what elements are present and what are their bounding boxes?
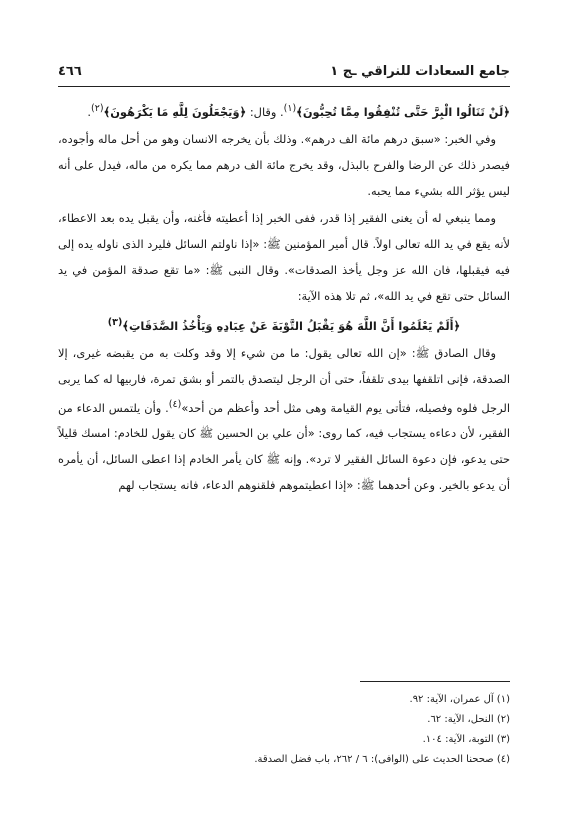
page-number: ٤٦٦	[58, 64, 82, 79]
footnote-divider	[360, 681, 510, 682]
footnotes	[58, 690, 510, 770]
footnote: (٢) النحل، الآية: ٦٢.	[427, 714, 510, 725]
footnote-ref: (٤)	[168, 398, 182, 410]
paragraph-sadiq	[58, 340, 510, 499]
paragraph-hadith: وفي الخبر: «سبق درهم مائة الف درهم». وذلك بأن يخرجه الانسان وهو من أحل ماله وأجوده، فيصدر ذلك عن الرضا والفرح بالبذل، وقد يخرج مائة الف درهم مما يكره من ماله، فيدل على أنه ليس يؤثر الله بشيء مما يحبه.	[58, 131, 510, 198]
paragraph-text: وقال الصادق ﷺ: «إن الله تعالى يقول: ما من شيء إلا وقد وكلت به من يقبضه غيرى، إلا الصدقة، فإنى اتلقفها بيدى تلقفاً، حتى أن الرجل ليتصدق بالتمر أو بشق تمرة، فاربيها له كما يربى الرجل فلوه وفصيله، فتأتى يوم القيامة وهى مثل أحد وأعظم من أحد»	[58, 345, 510, 415]
running-header	[58, 64, 510, 86]
footnote-ref: (١)	[283, 103, 297, 114]
main-text	[58, 96, 510, 499]
quran-quote: ﴿لَنْ تَنَالُوا الْبِرَّ حَتَّى تُنْفِقُوا مِمَّا تُحِبُّونَ﴾	[296, 104, 510, 119]
paragraph-text: . وقال:	[246, 104, 284, 119]
paragraph-text: . وأن يلتمس الدعاء من الفقير، لأن دعاءه يستجاب فيه، كما روى: «أن علي بن الحسين ﷺ كان يقول للخادم: امسك قليلاً حتى يدعو، فإن دعوة السائل الفقير لا ترد». وإنه ﷺ كان يأمر الخادم إذا اعطى السائل، أن يأمره أن يدعو بالخير. وعن أحدهما ﷺ: «إذا اعطيتموهم فلقنوهم الدعاء، فانه يستجاب لهم	[58, 400, 510, 493]
header-divider	[58, 86, 510, 87]
paragraph-charity: ومما ينبغي له أن يغنى الفقير إذا قدر، ففى الخبر إذا أعطيته فأغنه، وأن يقبل يده بعد الاعطاء، لأنه يقع في يد الله تعالى اولاً. قال أمير المؤمنين ﷺ: «إذا ناولتم السائل فليرد الذى ناوله يده إلى فيه فيقبلها، فان الله عز وجل يأخذ الصدقات». وقال النبى ﷺ: «ما تقع صدقة المؤمن في يد السائل حتى تقع في يد الله»، ثم تلا هذه الآية:	[58, 210, 510, 303]
quran-quote: ﴿وَيَجْعَلُونَ لِلَّهِ مَا يَكْرَهُونَ﴾	[103, 104, 247, 119]
footnote: (٣) التوبة، الآية: ١٠٤.	[422, 734, 510, 745]
footnote-ref: (٢)	[90, 103, 104, 114]
paragraph-text: .	[87, 104, 91, 119]
paragraph-quran-quotes	[58, 96, 510, 125]
verse-text: ﴿أَلَمْ يَعْلَمُوا أَنَّ اللَّهَ هُوَ يَقْبَلُ التَّوْبَةَ عَنْ عِبَادِهِ وَيَأْخُذُ الصَّدَقَاتِ﴾	[122, 318, 461, 333]
footnote-ref: (٣)	[107, 316, 123, 328]
footnote: (٤) صححنا الحديث على (الوافى): ٦ / ٢٦٢، باب فضل الصدقة.	[254, 754, 510, 765]
footnote: (١) آل عمران، الآية: ٩٢.	[409, 694, 510, 705]
book-title: جامع السعادات للنراقي ـج ١	[330, 64, 510, 79]
quran-verse	[58, 310, 510, 339]
